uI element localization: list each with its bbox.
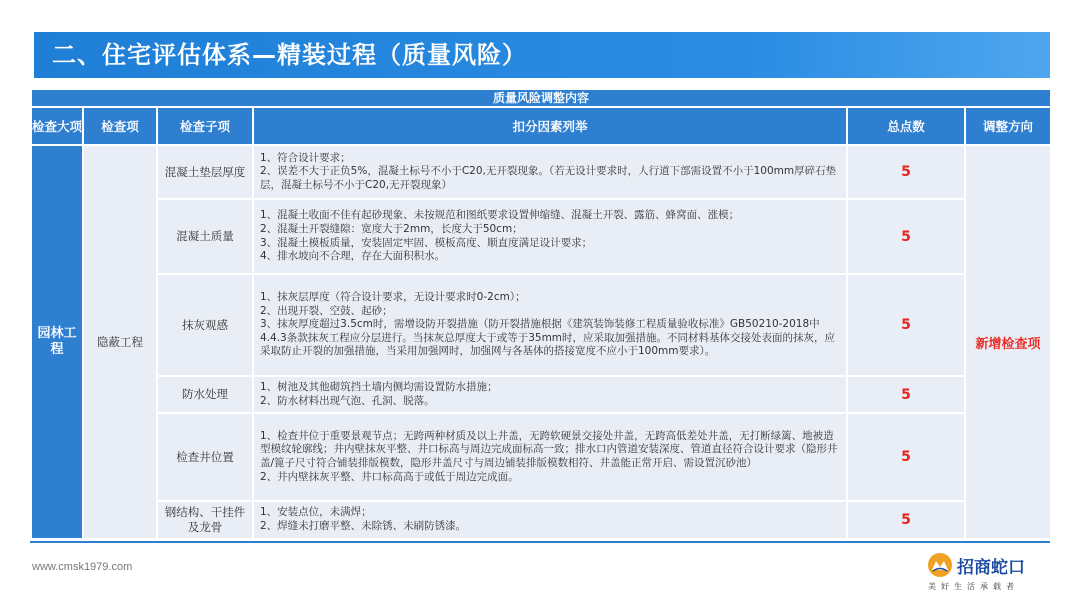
category-cell: 园林工程 — [32, 146, 82, 538]
score-cell: 5 — [848, 502, 964, 538]
table-header-row — [32, 108, 1050, 144]
table-row — [32, 200, 1050, 273]
factor-line: 1、抹灰层厚度（符合设计要求，无设计要求时0-2cm）； — [260, 291, 526, 304]
score-cell: 5 — [848, 146, 964, 198]
factor-line: 2、误差不大于正负5%，混凝土标号不小于C20,无开裂现象。（若无设计要求时，人行道下部需设置不小于100mm厚碎石垫层，混凝土标号不小于C20,无开裂现象） — [260, 165, 837, 191]
score-cell: 5 — [848, 275, 964, 375]
header-subitem: 检查子项 — [158, 108, 252, 144]
header-category: 检查大项 — [32, 108, 82, 144]
factor-line: 2、焊缝未打磨平整、未除锈、未刷防锈漆。 — [260, 520, 467, 532]
logo-slogan: 美好生活承载者 — [928, 582, 1019, 591]
quality-risk-table — [30, 88, 1052, 540]
table-row — [32, 414, 1050, 500]
subitem-cell: 防水处理 — [158, 377, 252, 412]
factors-cell — [254, 146, 846, 198]
score-cell: 5 — [848, 414, 964, 500]
factors-cell — [254, 502, 846, 538]
table-row — [32, 146, 1050, 198]
subitem-cell: 钢结构、干挂件及龙骨 — [158, 502, 252, 538]
factor-line: 3、抹灰厚度超过3.5cm时，需增设防开裂措施（防开裂措施根据《建筑装饰装修工程质量验收标准》GB50210-2018中4.4.3条款抹灰工程应分层进行。当抹灰总厚度大于或等于35mm时，应采取加强措施。不同材料基体交接处表面的抹灰，应采取防止开裂的加强措施，当采用加强网时，加强网与各基体的搭接宽度不应小于100mm要求）。 — [260, 318, 836, 358]
page-title: 二、住宅评估体系—精装过程（质量风险） — [34, 32, 1050, 78]
factor-line: 2、井内壁抹灰平整、井口标高高于或低于周边完成面。 — [260, 470, 519, 483]
logo-name: 招商蛇口 — [957, 558, 1025, 578]
factors-cell — [254, 200, 846, 273]
factor-line: 1、安装点位，未满焊； — [260, 506, 372, 519]
header-adjustment: 调整方向 — [966, 108, 1050, 144]
score-cell: 5 — [848, 377, 964, 412]
factor-line: 2、出现开裂、空鼓、起砂； — [260, 304, 393, 317]
factor-line: 1、检查井位于重要景观节点；无跨两种材质及以上井盖，无跨软硬景交接处井盖，无跨高低差处井盖，无打断绿篱、地被造型模纹轮廓线；井内壁抹灰平整、井口标高与周边完成面标高一致；排水口内管道安装深度、管道直径符合设计要求（隐形井盖/篦子尺寸符合铺装排版模数，隐形井盖尺寸与周边铺装排版模数相符、井盖能正常开启、需设置沉砂池） — [260, 429, 838, 469]
item-cell: 隐蔽工程 — [84, 146, 156, 538]
subitem-cell: 检查井位置 — [158, 414, 252, 500]
table-row — [32, 502, 1050, 538]
factor-line: 1、混凝土收面不佳有起砂现象、未按规范和图纸要求设置伸缩缝、混凝土开裂、露筋、蜂窝面、涨模； — [260, 209, 740, 222]
factor-line: 4、排水坡向不合理，存在大面积积水。 — [260, 250, 446, 263]
header-score: 总点数 — [848, 108, 964, 144]
score-cell: 5 — [848, 200, 964, 273]
company-logo — [927, 552, 1047, 594]
subitem-cell: 抹灰观感 — [158, 275, 252, 375]
quality-risk-table-container — [30, 88, 1050, 540]
header-item: 检查项 — [84, 108, 156, 144]
factor-line: 3、混凝土模板质量，安装固定牢固、模板高度、顺直度满足设计要求； — [260, 236, 593, 249]
footer-url: www.cmsk1979.com — [32, 561, 133, 573]
factors-cell — [254, 377, 846, 412]
footer-divider — [30, 541, 1050, 543]
subitem-cell: 混凝土质量 — [158, 200, 252, 273]
subitem-cell: 混凝土垫层厚度 — [158, 146, 252, 198]
factor-line: 1、树池及其他砌筑挡土墙内侧均需设置防水措施； — [260, 380, 498, 393]
header-factors: 扣分因素列举 — [254, 108, 846, 144]
factor-line: 2、混凝土开裂缝隙：宽度大于2mm，长度大于50cm； — [260, 222, 523, 235]
factors-cell — [254, 414, 846, 500]
adjustment-cell: 新增检查项 — [966, 146, 1050, 538]
table-row — [32, 275, 1050, 375]
factors-cell — [254, 275, 846, 375]
table-row — [32, 377, 1050, 412]
factor-line: 2、防水材料出现气泡、孔洞、脱落。 — [260, 394, 435, 407]
logo-mark-icon — [927, 552, 953, 578]
table-caption: 质量风险调整内容 — [32, 90, 1050, 106]
factor-line: 1、符合设计要求； — [260, 151, 351, 164]
